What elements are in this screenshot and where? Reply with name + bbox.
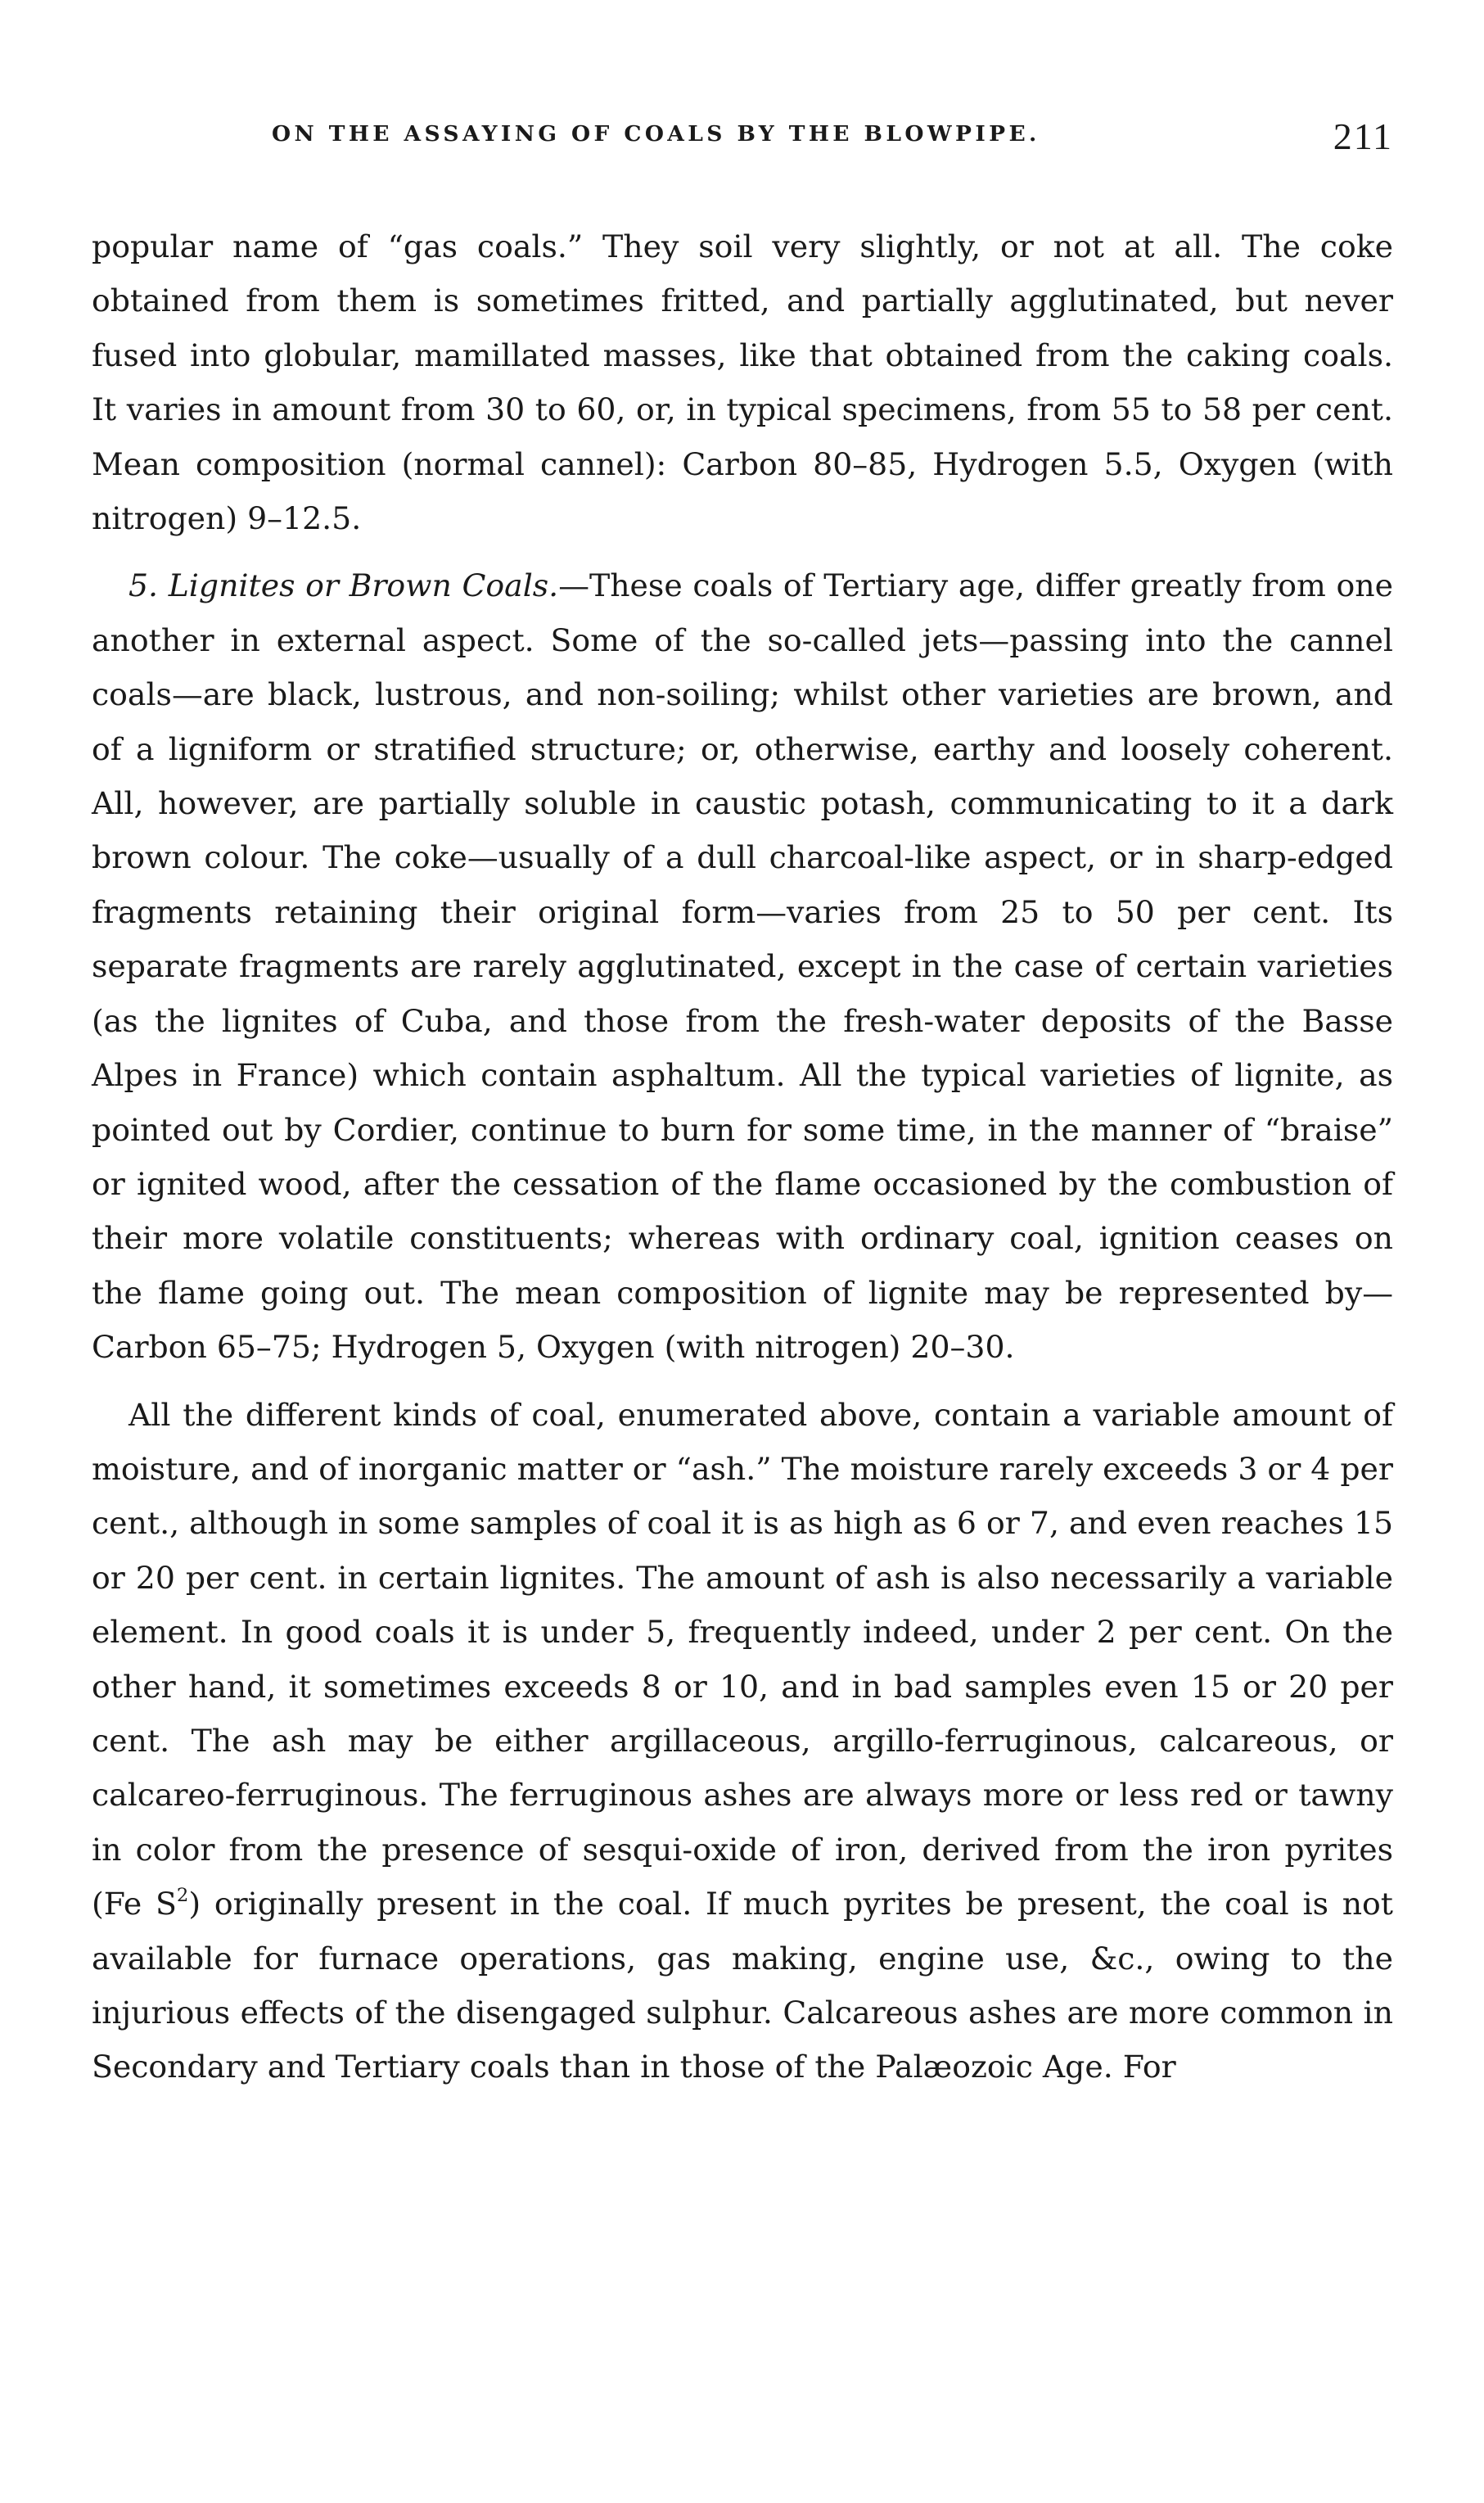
paragraph-lignites xyxy=(92,558,1393,1374)
page-number: 211 xyxy=(1333,115,1393,157)
body-text xyxy=(92,219,1393,2094)
paragraph-moisture-ash xyxy=(92,1388,1393,2094)
formula-superscript: 2 xyxy=(176,1885,189,1907)
section-text: —These coals of Tertiary age, differ greatly from one another in external aspect. Some of the so-called jets—passing into the cannel coals—are black, lustrous, and non-soiling; whilst other varieties are brown, and of a ligniform or stratified structure; or, otherwise, earthy and loosely coherent. All, however, are partially soluble in caustic potash, communicating to it a dark brown colour. The coke—usually of a dull charcoal-like aspect, or in sharp-edged fragments retaining their original form—varies from 25 to 50 per cent. Its separate fragments are rarely agglutinated, except in the case of certain varieties (as the lignites of Cuba, and those from the fresh-water deposits of the Basse Alpes in France) which contain asphaltum. All the typical varieties of lignite, as pointed out by Cordier, continue to burn for some time, in the manner of “braise” or ignited wood, after the cessation of the flame occasioned by the combustion of their more volatile constituents; whereas with ordinary coal, ignition ceases on the flame going out. The mean composition of lignite may be represented by—Carbon 65–75; Hydrogen 5, Oxygen (with nitrogen) 20–30. xyxy=(92,567,1393,1366)
book-page xyxy=(92,106,1393,2094)
section-number: 5. xyxy=(129,567,159,604)
running-head xyxy=(92,106,1393,172)
paragraph-cannel-coals: popular name of “gas coals.” They soil very slightly, or not at all. The coke obtained from them is sometimes fritted, and partially agglutinated, but never fused into globular, mamillated masses, like that obtained from the caking coals. It varies in amount from 30 to 60, or, in typical specimens, from 55 to 58 per cent. Mean composition (normal cannel): Carbon 80–85, Hydrogen 5.5, Oxygen (with nitrogen) 9–12.5. xyxy=(92,228,1393,537)
paragraph-text-part2: ) originally present in the coal. If much pyrites be present, the coal is not available for furnace operations, gas making, engine use, &c., owing to the injurious effects of the disengaged sulphur. Calcareous ashes are more common in Secondary and Tertiary coals than in those of the Palæozoic Age. For xyxy=(92,1886,1393,2085)
paragraph-text-part1: All the different kinds of coal, enumerated above, contain a variable amount of moisture, and of inorganic matter or “ash.” The moisture rarely exceeds 3 or 4 per cent., although in some samples of coal it is as high as 6 or 7, and even reaches 15 or 20 per cent. in certain lignites. The amount of ash is also necessarily a variable element. In good coals it is under 5, frequently indeed, under 2 per cent. On the other hand, it sometimes exceeds 8 or 10, and in bad samples even 15 or 20 per cent. The ash may be either argillaceous, argillo-ferruginous, calcareous, or calcareo-ferruginous. The ferruginous ashes are always more or less red or tawny in color from the presence of sesqui-oxide of iron, derived from the iron pyrites (Fe S xyxy=(92,1396,1393,1922)
section-heading: Lignites or Brown Coals. xyxy=(168,567,559,604)
running-title: ON THE ASSAYING OF COALS BY THE BLOWPIPE. xyxy=(272,121,1040,147)
